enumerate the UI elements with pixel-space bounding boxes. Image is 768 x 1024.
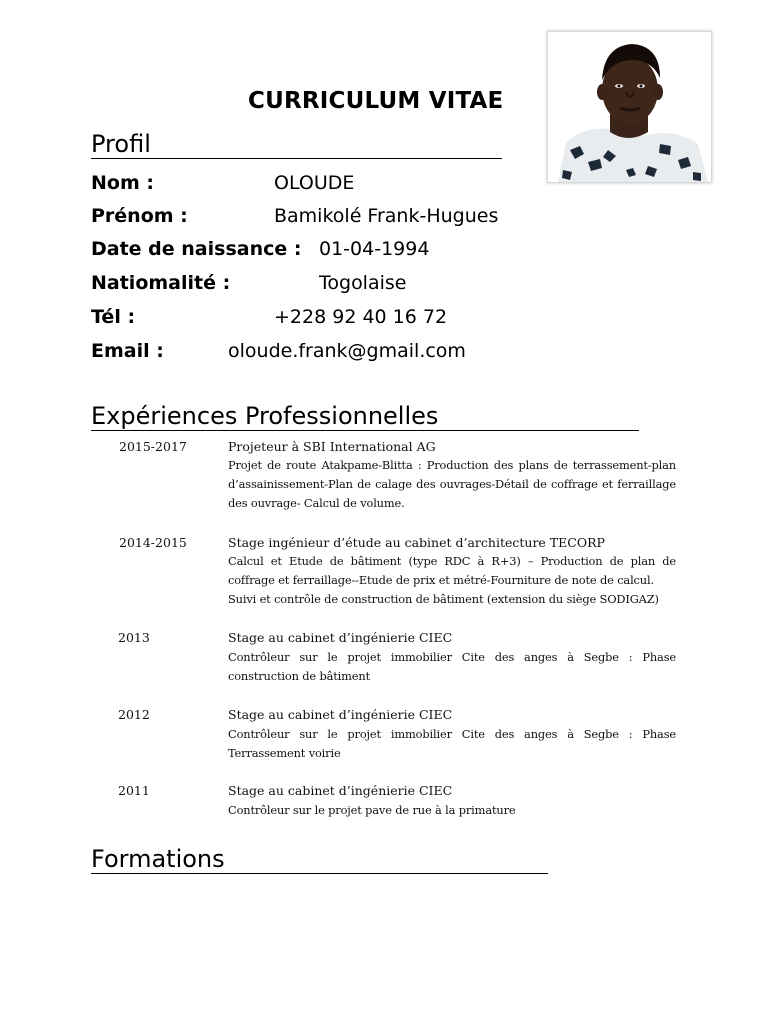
experience-title: Projeteur à SBI International AG	[228, 439, 436, 454]
experience-title: Stage ingénieur d’étude au cabinet d’architecture TECORP	[228, 535, 605, 550]
field-label-prenom: Prénom :	[91, 205, 188, 227]
experiences-underline	[91, 430, 639, 431]
field-label-birthdate: Date de naissance :	[91, 238, 302, 260]
field-label-nationality: Natiomalité :	[91, 272, 231, 294]
experiences-heading: Expériences Professionnelles	[91, 402, 439, 430]
experience-years: 2013	[118, 630, 150, 645]
experience-title: Stage au cabinet d’ingénierie CIEC	[228, 783, 453, 798]
field-value-nationality: Togolaise	[319, 272, 407, 294]
experience-description: Calcul et Etude de bâtiment (type RDC à R+3) – Production de plan de coffrage et ferraillage--Etude de prix et métré-Fourniture de note de calcul.	[228, 554, 676, 587]
document-title: CURRICULUM VITAE	[248, 88, 504, 114]
field-label-email: Email :	[91, 340, 164, 362]
experience-years: 2012	[118, 707, 150, 722]
experience-title: Stage au cabinet d’ingénierie CIEC	[228, 630, 453, 645]
experience-description: Contrôleur sur le projet immobilier Cite des anges à Segbe : Phase Terrassement voirie	[228, 727, 676, 760]
field-value-nom: OLOUDE	[274, 172, 355, 194]
experience-description: Contrôleur sur le projet immobilier Cite des anges à Segbe : Phase construction de bâtiment	[228, 650, 676, 683]
experience-years: 2014-2015	[119, 535, 187, 550]
profil-heading: Profil	[91, 130, 151, 158]
field-value-birthdate: 01-04-1994	[319, 238, 430, 260]
experience-description-extra: Suivi et contrôle de construction de bâtiment (extension du siège SODIGAZ)	[228, 592, 659, 606]
formations-underline	[91, 873, 548, 874]
experience-description: Projet de route Atakpame-Blitta : Production des plans de terrassement-plan d’assainissement-Plan de calage des ouvrages-Détail de coffrage et ferraillage des ouvrage- Calcul de volume.	[228, 458, 676, 510]
experience-title: Stage au cabinet d’ingénierie CIEC	[228, 707, 453, 722]
formations-heading: Formations	[91, 845, 225, 873]
field-label-phone: Tél :	[91, 306, 136, 328]
profile-photo	[547, 31, 712, 183]
experience-years: 2011	[118, 783, 150, 798]
experience-description: Contrôleur sur le projet pave de rue à la primature	[228, 803, 516, 817]
experience-years: 2015-2017	[119, 439, 187, 454]
field-value-phone: +228 92 40 16 72	[274, 306, 448, 328]
profil-underline	[91, 158, 502, 159]
field-value-email: oloude.frank@gmail.com	[228, 340, 466, 362]
field-label-nom: Nom :	[91, 172, 154, 194]
field-value-prenom: Bamikolé Frank-Hugues	[274, 205, 499, 227]
